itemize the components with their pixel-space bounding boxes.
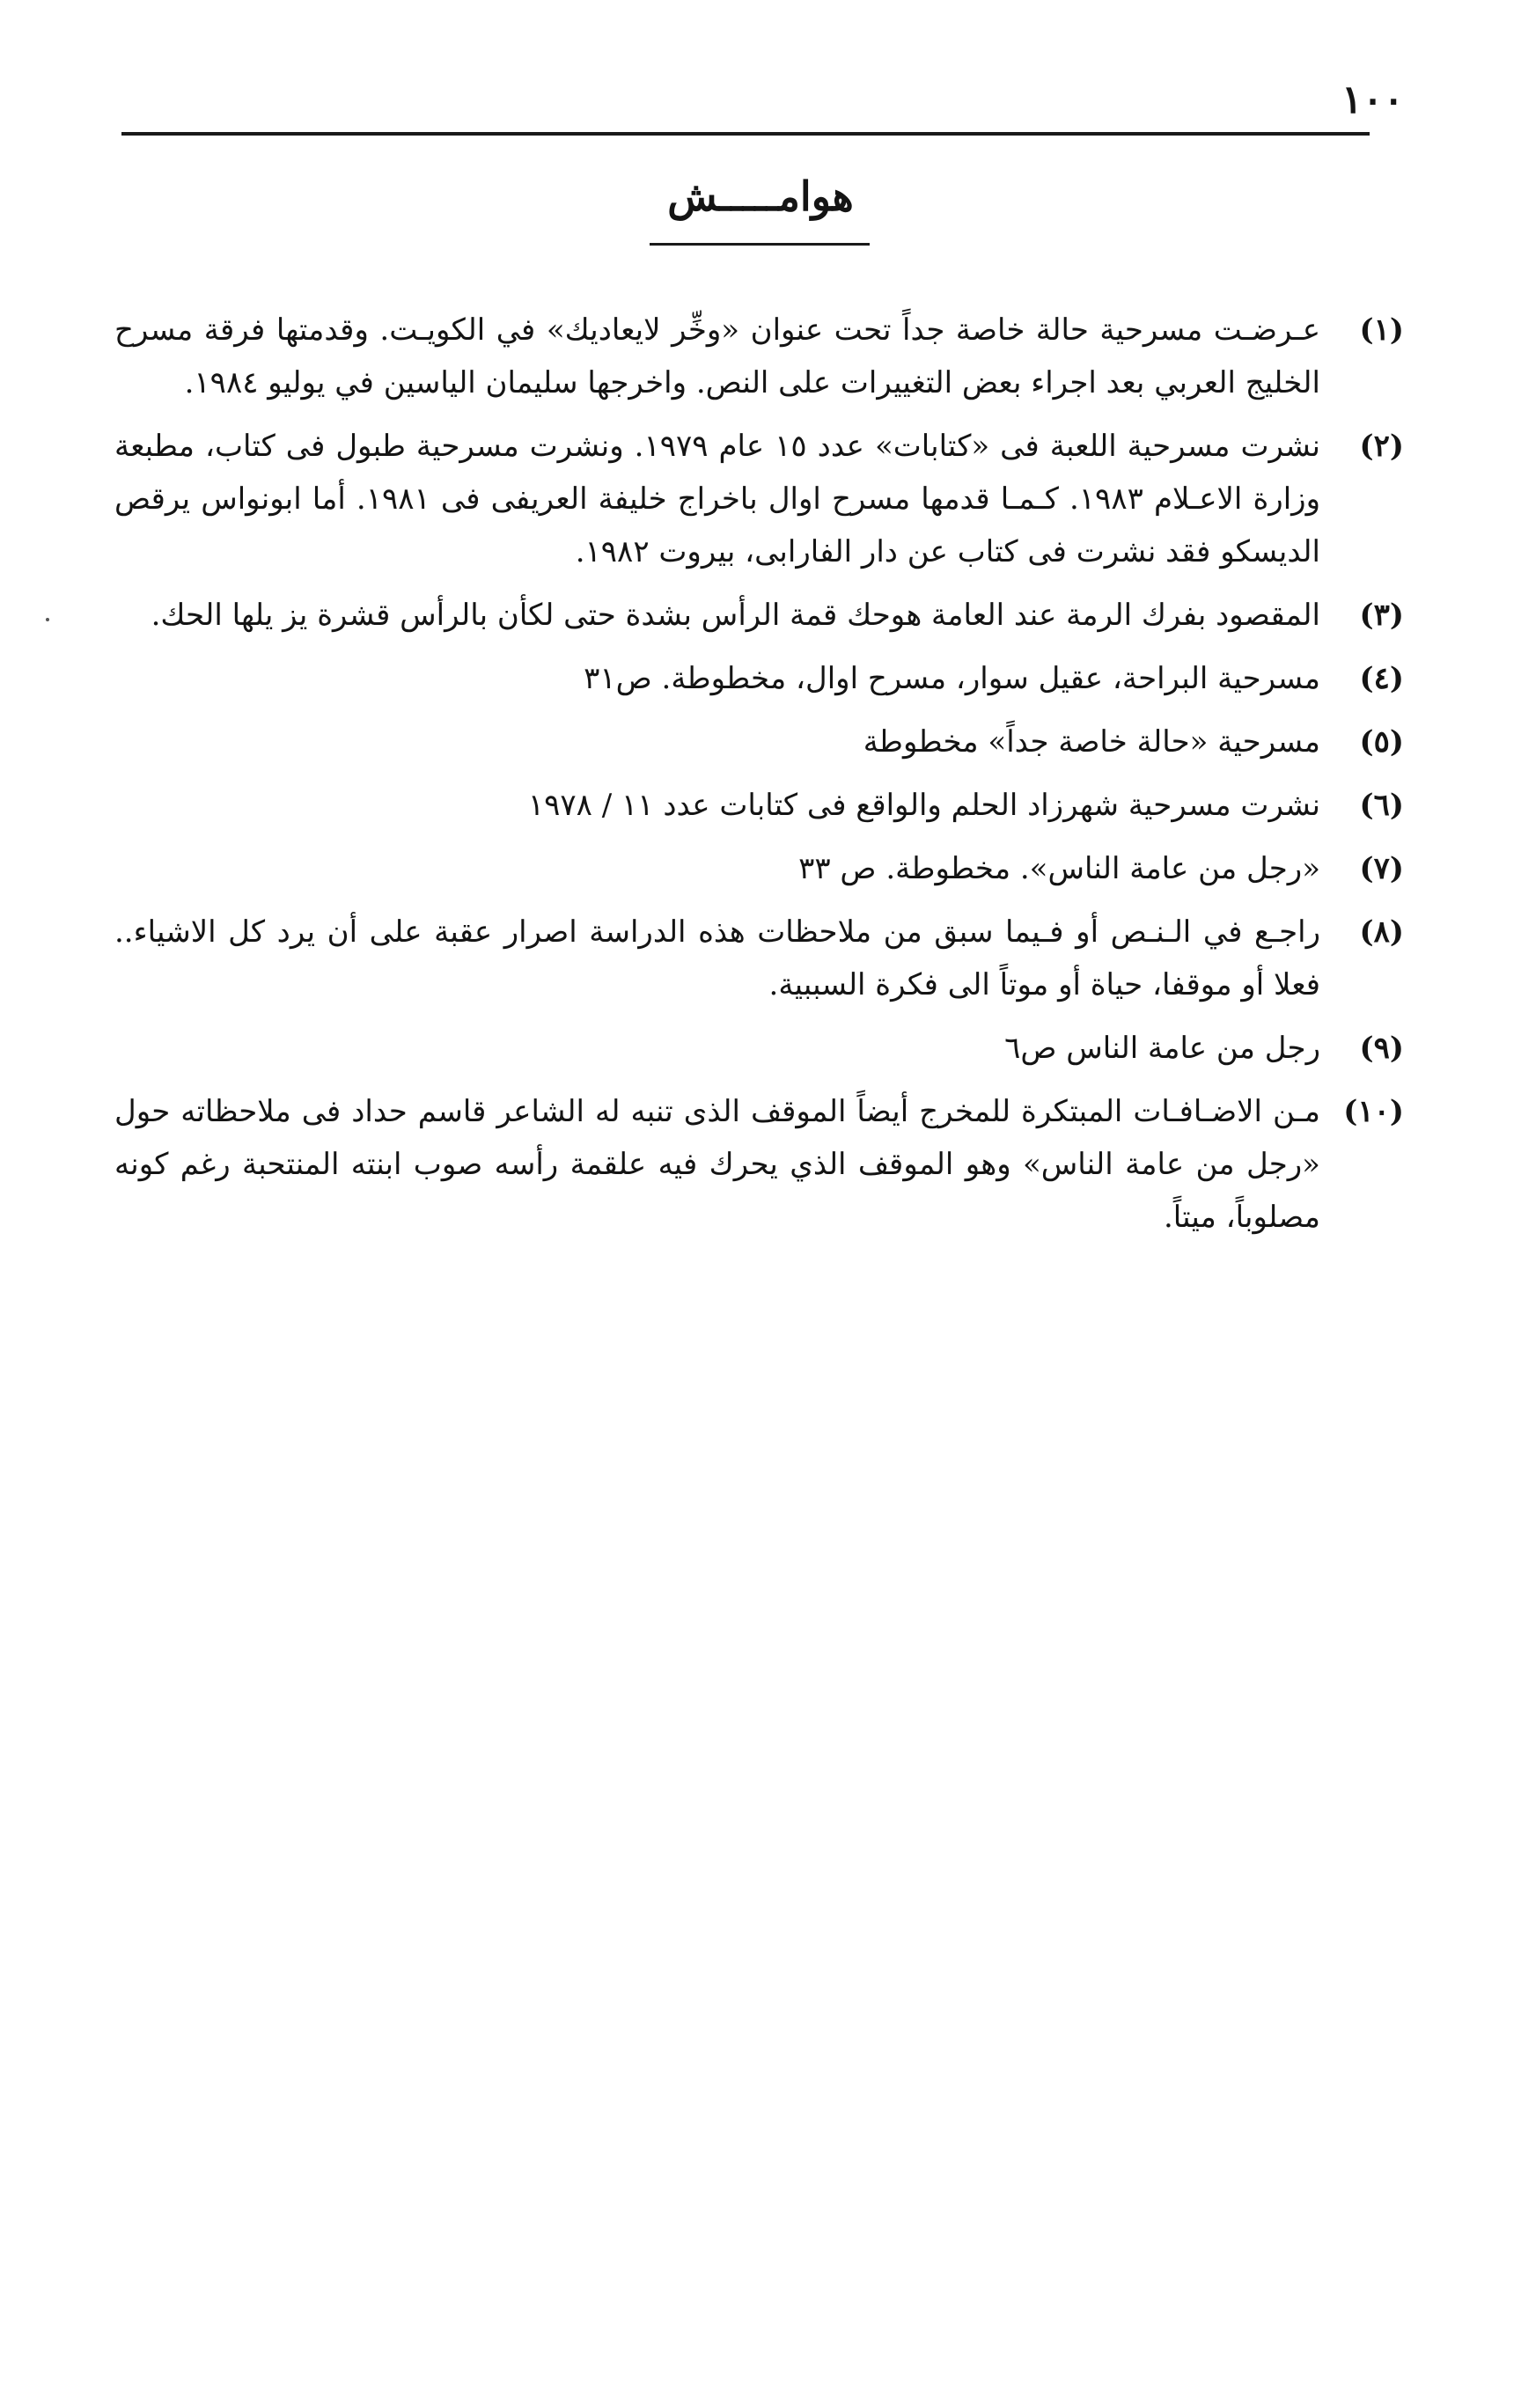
footnote xyxy=(114,779,1404,832)
footnote-text: المقصود بفرك الرمة عند العامة هوحك قمة الرأس بشدة حتى لكأن بالرأس قشرة يز يلها الحك. xyxy=(151,598,1320,633)
footnote xyxy=(114,420,1404,578)
footnote-number: (٢) xyxy=(1359,429,1404,464)
footnote-text: نشرت مسرحية اللعبة فى «كتابات» عدد ١٥ عام ١٩٧٩. ونشرت مسرحية طبول فى كتاب، مطبعة وزارة الاعـلام ١٩٨٣. كـمـا قدمها مسرح اوال باخراج خليفة العريفى فى ١٩٨١. أما ابونواس يرقص الديسكو فقد نشرت فى كتاب عن دار الفارابى، بيروت ١٩٨٢. xyxy=(114,429,1321,569)
footnote xyxy=(114,842,1404,895)
footnote xyxy=(114,716,1404,768)
footnote-number: (٤) xyxy=(1359,661,1404,696)
footnote-number: (٧) xyxy=(1359,851,1404,886)
page-number: ١٠٠ xyxy=(1341,77,1404,122)
page-heading: هوامـــــش xyxy=(667,173,854,220)
footnote xyxy=(114,1022,1404,1075)
footnote xyxy=(114,1085,1404,1244)
footnote-text: مسرحية البراحة، عقيل سوار، مسرح اوال، مخطوطة. ص٣١ xyxy=(584,661,1320,696)
footnote xyxy=(114,652,1404,705)
footnote xyxy=(114,906,1404,1011)
top-rule xyxy=(121,132,1370,136)
footnote-number: (٨) xyxy=(1359,914,1404,950)
footnote-number: (٩) xyxy=(1359,1031,1404,1066)
footnote-text: مسرحية «حالة خاصة جداً» مخطوطة xyxy=(863,724,1320,760)
footnote-number: (١٠) xyxy=(1343,1094,1404,1129)
footnote-number: (٣) xyxy=(1359,598,1404,633)
stray-mark xyxy=(46,618,49,621)
footnote-text: «رجل من عامة الناس». مخطوطة. ص ٣٣ xyxy=(798,851,1320,886)
footnote xyxy=(114,304,1404,409)
footnote-text: نشرت مسرحية شهرزاد الحلم والواقع فى كتابات عدد ١١ / ١٩٧٨ xyxy=(527,788,1320,823)
heading-underline xyxy=(650,243,870,246)
footnote-text: عـرضـت مسرحية حالة خاصة جداً تحت عنوان «وخِّر لايعاديك» في الكويـت. وقدمتها فرقة مسرح الخليج العربي بعد اجراء بعض التغييرات على النص. واخرجها سليمان الياسين في يوليو ١٩٨٤. xyxy=(114,312,1320,400)
footnote xyxy=(114,589,1404,642)
footnote-text: مـن الاضـافـات المبتكرة للمخرج أيضاً الموقف الذى تنبه له الشاعر قاسم حداد فى ملاحظاته حول «رجل من عامة الناس» وهو الموقف الذي يحرك فيه علقمة رأسه صوب ابنته المنتحبة رغم كونه مصلوباً، ميتاً. xyxy=(114,1094,1320,1235)
footnote-text: راجـع في الـنـص أو فـيما سبق من ملاحظات هذه الدراسة اصرار عقبة على أن يرد كل الاشياء.. فعلا أو موقفا، حياة أو موتاً الى فكرة السببية. xyxy=(114,914,1320,1002)
footnote-number: (٥) xyxy=(1359,724,1404,760)
footnote-number: (١) xyxy=(1359,312,1404,348)
footnote-number: (٦) xyxy=(1359,788,1404,823)
footnotes-list xyxy=(114,304,1404,1254)
footnote-text: رجل من عامة الناس ص٦ xyxy=(1004,1031,1320,1066)
